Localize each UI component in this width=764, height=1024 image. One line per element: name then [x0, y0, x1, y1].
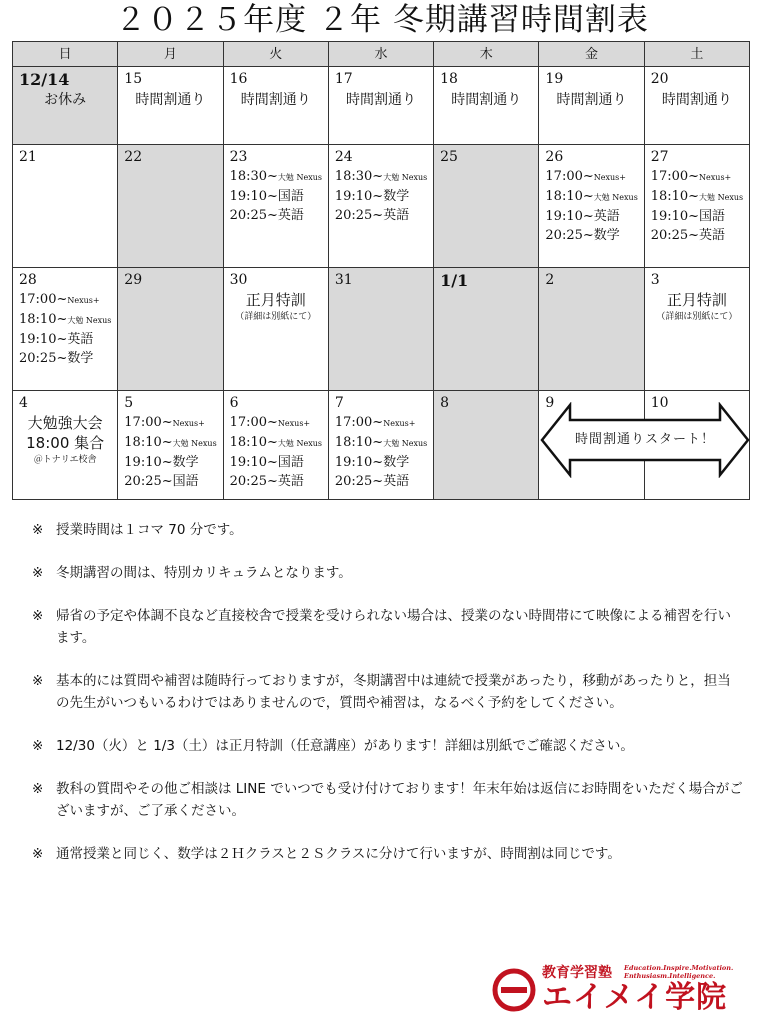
weekday-tue: 火: [223, 42, 328, 67]
schedule-line: 17:00~Nexus+: [334, 415, 416, 430]
day-cell-2: [539, 268, 644, 391]
day-cell-24: [328, 145, 433, 268]
date-number: 21: [19, 149, 37, 165]
schedule-line: 19:10~国語: [229, 455, 304, 470]
schedule-line: 19:10~数学: [334, 189, 410, 204]
date-number: 1/1: [440, 271, 469, 290]
day-cell-8: [434, 391, 539, 500]
week-row-1: [13, 67, 750, 145]
date-number: 27: [650, 149, 669, 165]
date-number: 7: [334, 395, 344, 411]
day-cell-1214: [13, 67, 118, 145]
day-cell-19: [539, 67, 644, 145]
day-cell-21: [13, 145, 118, 268]
day-cell-5: [118, 391, 223, 500]
weekday-fri: 金: [539, 42, 644, 67]
shogatsu-event-label: 正月特訓: [666, 291, 727, 309]
date-number: 22: [124, 149, 143, 165]
note-item: ※ 基本的には質問や補習は随時行っておりますが，冬期講習中は連続で授業があったり，移動があったりと，担当の先生がいつもいるわけではありませんので，質問や補習は，なるべく予約をしてください。: [32, 670, 744, 714]
schedule-line: 20:25~英語: [334, 474, 410, 489]
note-item: ※ 授業時間は１コマ 70 分です。: [32, 519, 744, 541]
note-mark: ※: [32, 673, 44, 689]
date-number: 15: [124, 71, 143, 87]
day-cell-23: [223, 145, 328, 268]
schedule-line: 19:10~英語: [545, 209, 620, 224]
study-event-label: 大勉強大会: [27, 414, 103, 432]
start-arrow-label: 時間割通りスタート！: [574, 432, 715, 447]
schedule-line: 18:10~大勉 Nexus: [124, 435, 217, 450]
schedule-line: 17:00~Nexus+: [650, 169, 732, 184]
date-number: 28: [19, 272, 37, 288]
holiday-label: お休み: [44, 92, 87, 108]
schedule-line: 18:30~大勉 Nexus: [229, 169, 322, 184]
day-cell-0101: [434, 268, 539, 391]
day-cell-26: [539, 145, 644, 268]
note-mark: ※: [32, 846, 44, 862]
schedule-line: 19:10~国語: [229, 189, 304, 204]
weekday-wed: 水: [328, 42, 433, 67]
week-row-2: [13, 145, 750, 268]
schedule-line: 20:25~数学: [19, 351, 94, 366]
schedule-line: 20:25~英語: [650, 228, 726, 243]
shogatsu-event-label: 正月特訓: [245, 291, 306, 309]
date-number: 20: [650, 71, 669, 87]
week-row-3: [13, 268, 750, 391]
day-cell-15: [118, 67, 223, 145]
schedule-line: 18:10~大勉 Nexus: [650, 189, 744, 204]
date-number: 3: [650, 272, 660, 288]
date-number: 2: [545, 272, 555, 288]
school-logo: [492, 962, 742, 1018]
date-number: 24: [334, 149, 353, 165]
regular-schedule-label: 時間割通り: [240, 92, 311, 108]
note-mark: ※: [32, 781, 44, 797]
shogatsu-note: （詳細は別紙にて）: [235, 312, 317, 322]
note-item: ※ 12/30（火）と 1/3（土）は正月特訓（任意講座）があります！詳細は別紙でご確認ください。: [32, 735, 744, 757]
day-cell-17: [328, 67, 433, 145]
logo-tagline: Education.Inspire.Motivation. Enthusiasm.Intelligence.: [624, 964, 734, 980]
date-number: 16: [229, 71, 248, 87]
schedule-line: 19:10~数学: [124, 455, 199, 470]
study-event-time: 18:00 集合: [26, 434, 105, 452]
note-item: ※ 通常授業と同じく、数学は２Ｈクラスと２Ｓクラスに分けて行いますが、時間割は同じです。: [32, 843, 744, 865]
date-number: 10: [650, 395, 669, 411]
day-cell-4: [13, 391, 118, 500]
schedule-line: 20:25~数学: [545, 228, 620, 243]
notes-list: [32, 519, 744, 886]
day-cell-6: [223, 391, 328, 500]
schedule-line: 18:30~大勉 Nexus: [334, 169, 428, 184]
schedule-line: 20:25~英語: [229, 474, 304, 489]
day-cell-7: [328, 391, 433, 500]
weekday-thu: 木: [434, 42, 539, 67]
page-title: ２０２５年度 ２年 冬期講習時間割表: [115, 2, 649, 38]
day-cell-29: [118, 268, 223, 391]
note-mark: ※: [32, 522, 44, 538]
day-cell-3: [644, 268, 749, 391]
regular-schedule-label: 時間割通り: [135, 92, 206, 108]
schedule-line: 19:10~国語: [650, 209, 726, 224]
regular-schedule-label: 時間割通り: [345, 92, 416, 108]
schedule-line: 18:10~大勉 Nexus: [229, 435, 322, 450]
weekday-sat: 土: [644, 42, 749, 67]
date-number: 4: [19, 395, 28, 411]
date-number: 29: [124, 272, 143, 288]
date-number: 18: [440, 71, 458, 87]
date-number: 17: [334, 71, 353, 87]
weekday-header-row: [13, 42, 750, 67]
note-mark: ※: [32, 738, 44, 754]
day-cell-27: [644, 145, 749, 268]
study-event-place: ＠トナリエ校舎: [33, 455, 97, 465]
schedule-line: 18:10~大勉 Nexus: [545, 189, 638, 204]
day-cell-25: [434, 145, 539, 268]
start-arrow: [540, 402, 750, 478]
note-item: ※ 帰省の予定や体調不良など直接校舎で授業を受けられない場合は、授業のない時間帯にて映像による補習を行います。: [32, 605, 744, 649]
date-number: 25: [440, 149, 458, 165]
regular-schedule-label: 時間割通り: [661, 92, 732, 108]
schedule-line: 17:00~Nexus+: [545, 169, 626, 184]
day-cell-30: [223, 268, 328, 391]
date-number: 8: [440, 395, 450, 411]
schedule-line: 20:25~国語: [124, 474, 199, 489]
date-number: 30: [229, 272, 248, 288]
date-number: 23: [229, 149, 248, 165]
regular-schedule-label: 時間割通り: [451, 92, 522, 108]
schedule-line: 19:10~数学: [334, 455, 410, 470]
schedule-line: 18:10~大勉 Nexus: [19, 312, 112, 327]
date-number: 26: [545, 149, 564, 165]
date-number: 6: [229, 395, 239, 411]
day-cell-22: [118, 145, 223, 268]
date-number: 12/14: [19, 70, 70, 89]
day-cell-16: [223, 67, 328, 145]
schedule-line: 19:10~英語: [19, 332, 94, 347]
schedule-line: 17:00~Nexus+: [124, 415, 205, 430]
logo-subtitle: 教育学習塾: [542, 965, 612, 981]
weekday-sun: 日: [13, 42, 118, 67]
day-cell-31: [328, 268, 433, 391]
schedule-line: 17:00~Nexus+: [229, 415, 311, 430]
note-mark: ※: [32, 608, 44, 624]
logo-name: エイメイ学院: [542, 980, 728, 1015]
schedule-line: 20:25~英語: [229, 208, 304, 223]
weekday-mon: 月: [118, 42, 223, 67]
regular-schedule-label: 時間割通り: [556, 92, 627, 108]
date-number: 9: [545, 395, 555, 411]
shogatsu-note: （詳細は別紙にて）: [656, 312, 738, 322]
schedule-line: 20:25~英語: [334, 208, 410, 223]
schedule-line: 18:10~大勉 Nexus: [334, 435, 428, 450]
day-cell-20: [644, 67, 749, 145]
date-number: 31: [334, 272, 353, 288]
day-cell-18: [434, 67, 539, 145]
schedule-line: 17:00~Nexus+: [19, 292, 100, 307]
date-number: 5: [124, 395, 134, 411]
logo-ring-icon: [492, 968, 536, 1012]
day-cell-28: [13, 268, 118, 391]
date-number: 19: [545, 71, 564, 87]
note-mark: ※: [32, 565, 44, 581]
note-item: ※ 教科の質問やその他ご相談は LINE でいつでも受け付けております！年末年始は返信にお時間をいただく場合がございますが、ご了承ください。: [32, 778, 744, 822]
note-item: ※ 冬期講習の間は、特別カリキュラムとなります。: [32, 562, 744, 584]
